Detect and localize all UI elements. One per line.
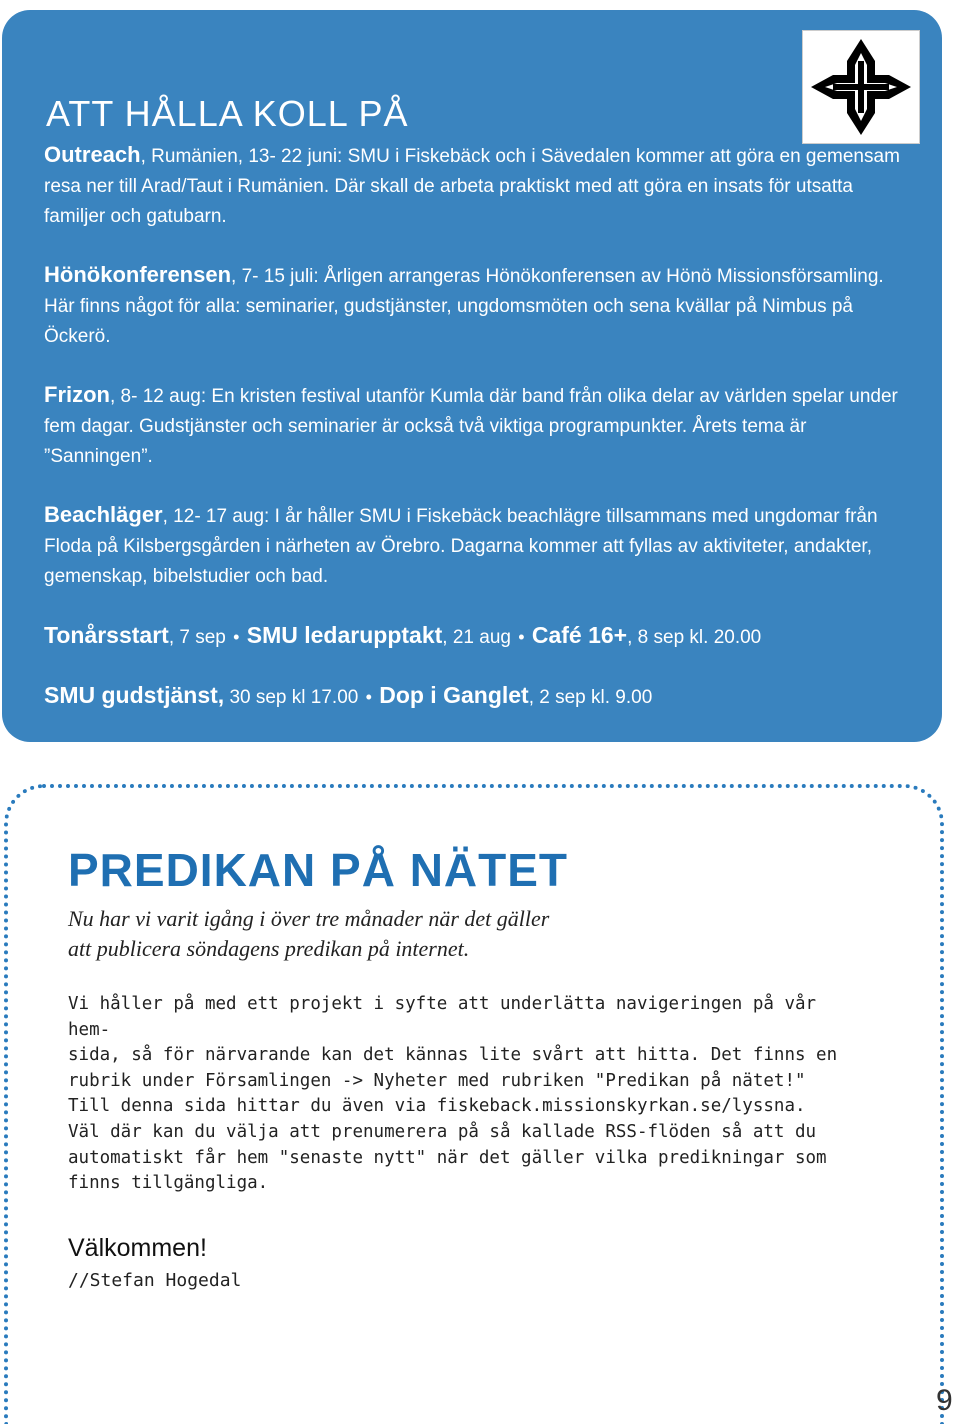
cross-logo-icon xyxy=(802,30,920,144)
event-name: Café 16+ xyxy=(531,622,628,648)
event-name: Beachläger xyxy=(44,502,163,527)
body-paragraph-2: Väl där kan du välja att prenumerera på så kallade RSS-flöden så att du automatiskt får hem "senaste nytt" när det gäller vilka predikningar som finns tillgängliga. xyxy=(68,1122,827,1193)
event-detail: , 7 sep xyxy=(168,627,226,648)
event-honokonferensen xyxy=(44,260,904,352)
signature: //Stefan Hogedal xyxy=(68,1270,242,1291)
bullet: • xyxy=(233,627,240,647)
event-name: Dop i Ganglet xyxy=(379,682,529,708)
event-detail: , 21 aug xyxy=(442,627,511,648)
events-line-1 xyxy=(44,620,904,653)
event-name: SMU ledarupptakt xyxy=(246,622,443,648)
page-number: 9 xyxy=(936,1384,953,1417)
event-text: , 8- 12 aug: En kristen festival utanför Kumla där band från olika delar av världen spelar under fem dagar. Gudstjänster och seminarier är också två viktiga programpunkter. Årets tema är ”Sanningen”. xyxy=(44,386,898,467)
event-name: Hönökonferensen xyxy=(44,262,232,287)
welcome-text: Välkommen! xyxy=(68,1234,207,1262)
bullet: • xyxy=(518,627,525,647)
event-name: Frizon xyxy=(44,382,110,407)
panel-title: ATT HÅLLA KOLL PÅ xyxy=(46,93,409,134)
section-lede xyxy=(68,904,868,964)
event-text: , Rumänien, 13- 22 juni: SMU i Fiskebäck och i Sävedalen kommer att göra en gemensam resa ner till Arad/Taut i Rumänien. Där skall de arbeta praktiskt med att göra en insats för utsatta familjer och gatubarn. xyxy=(44,146,900,227)
event-frizon xyxy=(44,380,904,472)
event-text: , 7- 15 juli: Årligen arrangeras Hönökonferensen av Hönö Missionsförsamling. Här finns något för alla: seminarier, gudstjänster, ungdomsmöten och sena kvällar på Nimbus på Öckerö. xyxy=(44,266,884,347)
event-name: Tonårsstart xyxy=(44,622,169,648)
event-detail: 30 sep kl 17.00 xyxy=(224,687,359,708)
event-detail: , 2 sep kl. 9.00 xyxy=(528,687,653,708)
event-name: SMU gudstjänst, xyxy=(44,682,225,708)
section-title: PREDIKAN PÅ NÄTET xyxy=(68,844,569,896)
event-beachlager xyxy=(44,500,904,592)
events-line-2 xyxy=(44,680,904,713)
lede-line: Nu har vi varit igång i över tre månader när det gäller xyxy=(68,906,550,931)
event-name: Outreach xyxy=(44,142,141,167)
event-text: , 12- 17 aug: I år håller SMU i Fiskebäck beachlägre tillsammans med ungdomar från Floda på Kilsbergsgården i närheten av Örebro. Dagarna kommer att fyllas av aktiviteter, andakter, gemenskap, bibelstudier och bad. xyxy=(44,506,878,587)
lede-line: att publicera söndagens predikan på internet. xyxy=(68,936,470,961)
event-outreach xyxy=(44,140,904,232)
event-detail: , 8 sep kl. 20.00 xyxy=(627,627,762,648)
body-paragraph-1: Vi håller på med ett projekt i syfte att underlätta navigeringen på vår hem- sida, så för närvarande kan det kännas lite svårt att hitta. Det finns en rubrik under Församlingen -> Nyheter med rubriken "Predikan på nätet!" Till denna sida hittar du även via fiskeback.missionskyrkan.se/lyssna. xyxy=(68,994,838,1116)
bullet: • xyxy=(365,687,372,707)
